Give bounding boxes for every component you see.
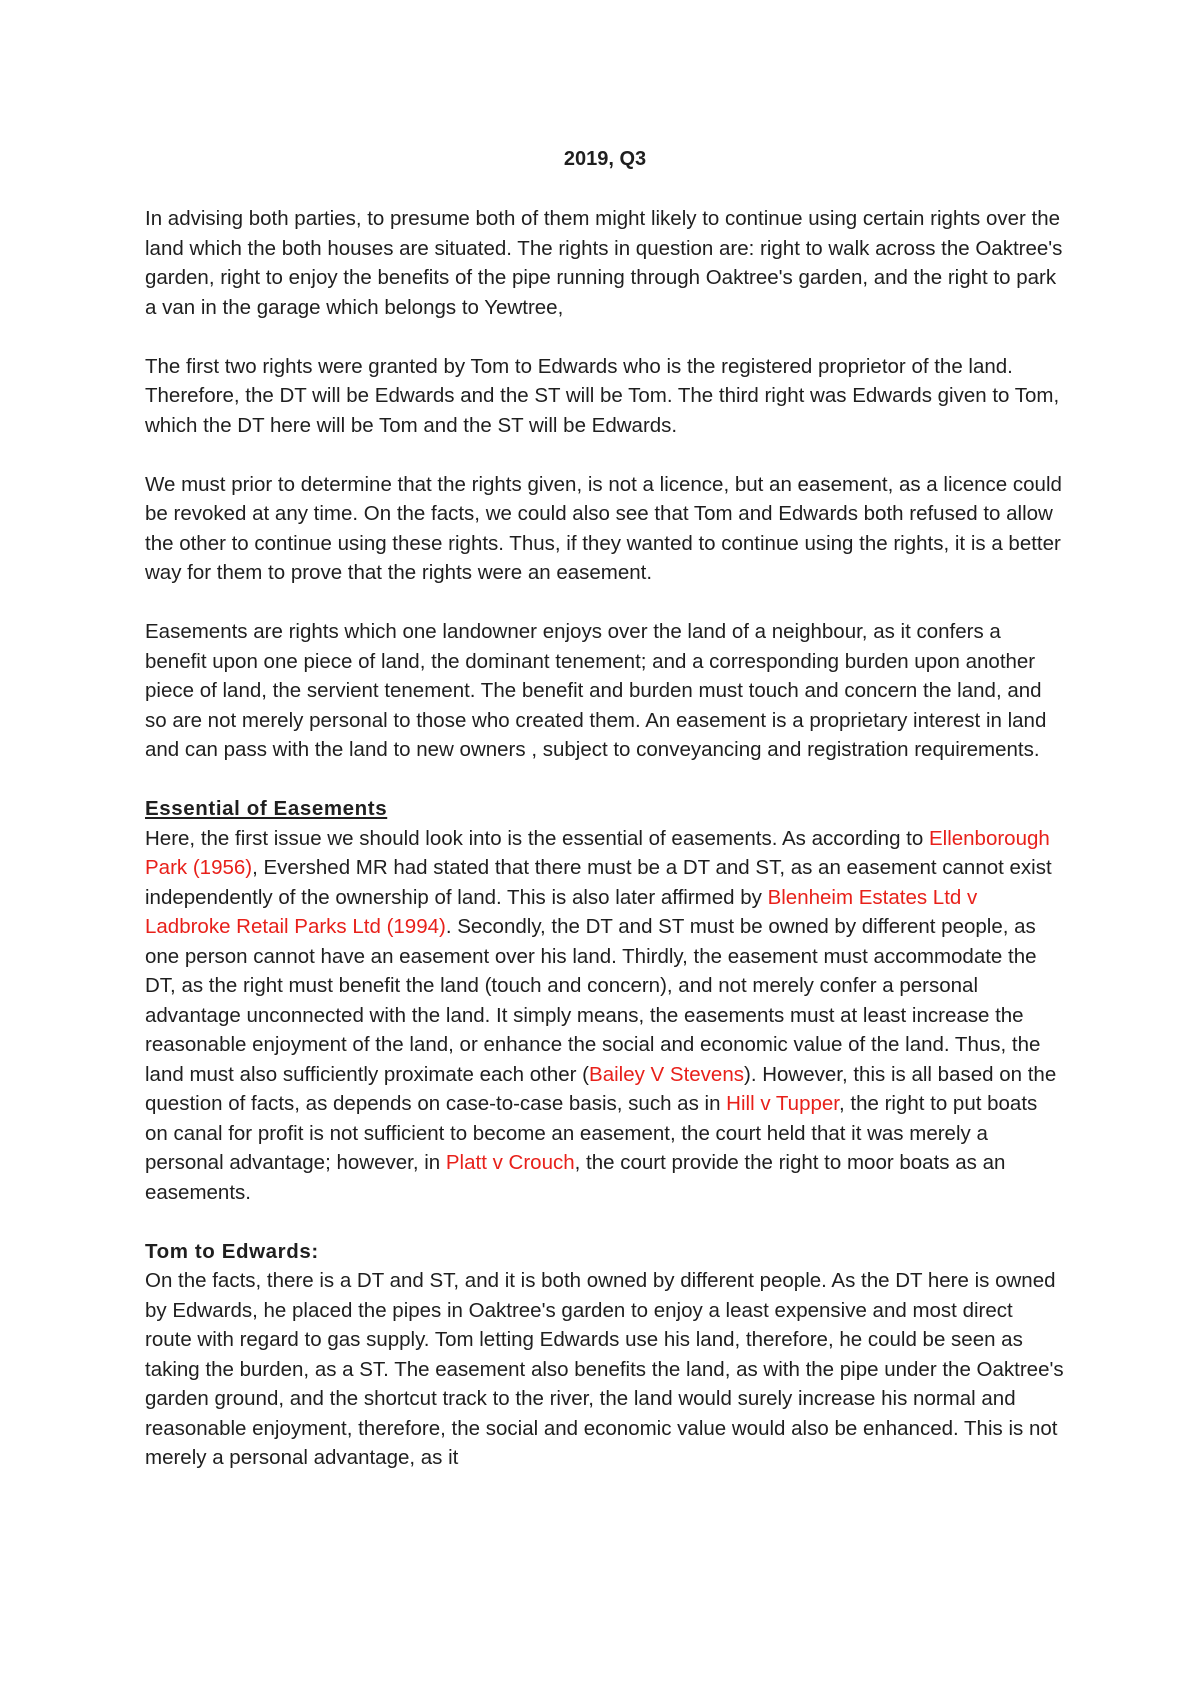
case-hill-v-tupper: Hill v Tupper bbox=[726, 1092, 839, 1115]
document-page bbox=[145, 145, 1065, 1502]
paragraph-licence-vs-easement: We must prior to determine that the rights given, is not a licence, but an easement, as a licence could be revoked at any time. On the facts, we could also see that Tom and Edwards both refused to allow the other to continue using these rights. Thus, if they wanted to continue using the rights, it is a better way for them to prove that the rights were an easement. bbox=[145, 472, 1062, 584]
essentials-text-1: Here, the first issue we should look into is the essential of easements. As according to bbox=[145, 826, 929, 850]
paragraph-tom-to-edwards: On the facts, there is a DT and ST, and it is both owned by different people. As the DT here is owned by Edwards, he placed the pipes in Oaktree's garden to enjoy a least expensive and most direct route with regard to gas supply. Tom letting Edwards use his land, therefore, he could be seen as taking the burden, as a ST. The easement also benefits the land, as with the pipe under the Oaktree's garden ground, and the shortcut track to the river, the land would surely increase his normal and reasonable enjoyment, therefore, the social and economic value would also be enhanced. This is not merely a personal advantage, as it bbox=[145, 1269, 1064, 1469]
paragraph-essentials bbox=[145, 824, 1065, 1208]
case-bailey-v-stevens: Bailey V Stevens bbox=[589, 1062, 744, 1086]
section-essentials bbox=[145, 794, 1065, 1207]
paragraph-rights-granted: The first two rights were granted by Tom to Edwards who is the registered proprietor of the land. Therefore, the DT will be Edwards and the ST will be Tom. The third right was Edwards given to Tom, which the DT here will be Tom and the ST will be Edwards. bbox=[145, 354, 1060, 437]
paragraph-easement-definition: Easements are rights which one landowner enjoys over the land of a neighbour, as it confers a benefit upon one piece of land, the dominant tenement; and a corresponding burden upon another piece of land, the servient tenement. The benefit and burden must touch and concern the land, and so are not merely personal to those who created them. An easement is a proprietary interest in land and can pass with the land to new owners , subject to conveyancing and registration requirements. bbox=[145, 620, 1047, 761]
document-title: 2019, Q3 bbox=[563, 148, 647, 170]
case-platt-v-crouch: Platt v Crouch bbox=[445, 1151, 575, 1174]
essentials-text-4: ). However, this is all based on the question of facts, as depends on case-to-case basis, such as in bbox=[145, 1062, 1057, 1115]
paragraph-intro: In advising both parties, to presume both of them might likely to continue using certain rights over the land which the both houses are situated. The rights in question are: right to walk across the Oaktree's garden, right to enjoy the benefits of the pipe running through Oaktree's garden, and the right to park a van in the garage which belongs to Yewtree, bbox=[145, 207, 1063, 319]
essentials-text-2: , Evershed MR had stated that there must be a DT and ST, as an easement cannot exist independently of the ownership of land. This is also later affirmed by bbox=[145, 856, 1052, 909]
heading-tom-to-edwards: Tom to Edwards: bbox=[145, 1239, 319, 1263]
section-tom-to-edwards bbox=[145, 1237, 1065, 1473]
case-ellenborough-park: Ellenborough Park (1956) bbox=[145, 826, 1050, 879]
essentials-text-5: , the right to put boats on canal for profit is not sufficient to become an easement, the court held that it was merely a personal advantage; however, in bbox=[145, 1092, 1038, 1174]
case-blenheim-estates: Blenheim Estates Ltd v Ladbroke Retail Parks Ltd (1994) bbox=[145, 885, 978, 938]
heading-essential-of-easements: Essential of Easements bbox=[145, 797, 388, 820]
essentials-text-3: . Secondly, the DT and ST must be owned by different people, as one person cannot have an easement over his land. Thirdly, the easement must accommodate the DT, as the right must benefit the land (touch and concern), and not merely confer a personal advantage unconnected with the land. It simply means, the easements must at least increase the reasonable enjoyment of the land, or enhance the social and economic value of the land. Thus, the land must also sufficiently proximate each other ( bbox=[145, 915, 1041, 1086]
essentials-text-6: , the court provide the right to moor boats as an easements. bbox=[145, 1151, 1006, 1204]
